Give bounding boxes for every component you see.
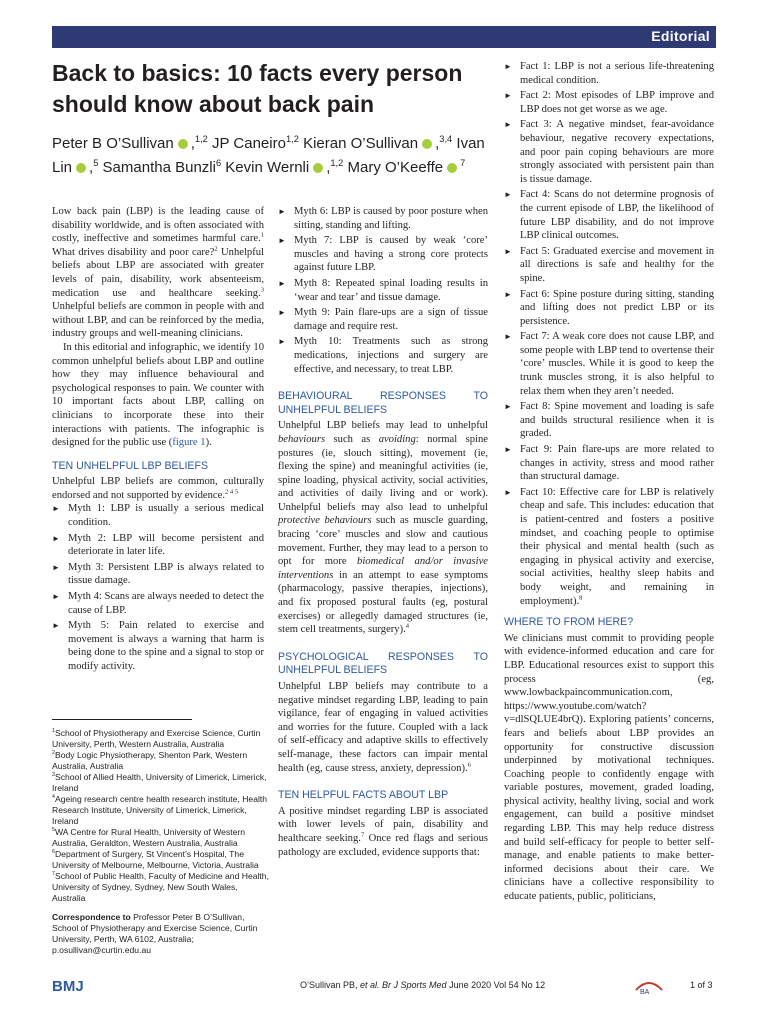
author: Kieran O’Sullivan ,$^{3,4}$ (303, 134, 453, 152)
svg-text:BA: BA (640, 989, 650, 996)
correspondence: Correspondence to Professor Peter B O’Sullivan, School of Physiotherapy and Exercise Science, Curtin University, Perth, WA 6102, Australia; p.osullivan@curtin.edu.au (52, 912, 258, 955)
author: Kevin Wernli ,$^{1,2}$ (225, 158, 344, 176)
list-item: ► Myth 1: LBP is usually a serious medical condition. (52, 502, 264, 529)
section-banner (52, 26, 716, 48)
article-title: Back to basics: 10 facts every person should know about back pain (52, 60, 463, 117)
list-item: ► Fact 10: Effective care for LBP is relatively cheap and safe. This includes: education that is patient-centred and fosters a positive mindset, and coaching people to optimise their physical and mental health (such as engaging in physical activity and exercise, social activities, healthy sleep habits and body weight, and remaining in employment).$^8$ (504, 486, 714, 608)
citation-footer: O’Sullivan PB, et al. Br J Sports Med June 2020 Vol 54 No 12 (300, 980, 546, 990)
beliefs-lead: Unhelpful LBP beliefs are common, culturally endorsed and not supported by evidence.$^{2 4 5}$ (52, 476, 264, 501)
orcid-icon[interactable] (313, 163, 323, 173)
list-item: ► Myth 10: Treatments such as strong medications, injections and surgery are effective, and necessary, to treat LBP. (278, 335, 488, 376)
list-item: ► Fact 6: Spine posture during sitting, standing and lifting does not predict LBP or its persistence. (504, 288, 714, 329)
orcid-icon[interactable] (447, 163, 457, 173)
author: Samantha Bunzli$^6$ (102, 158, 222, 176)
list-item: ► Myth 4: Scans are always needed to detect the cause of LBP. (52, 590, 264, 617)
author-list (52, 132, 496, 180)
list-item: ► Fact 1: LBP is not a serious life-threatening medical condition. (504, 60, 714, 87)
list-item: ► Myth 3: Persistent LBP is always related to tissue damage. (52, 561, 264, 588)
list-item: ► Fact 4: Scans do not determine prognosis of the current episode of LBP, the likelihood of future LBP disability, and do not improve LBP clinical outcomes. (504, 188, 714, 242)
author: Mary O’Keeffe $^7$ (347, 158, 466, 176)
list-item: ► Myth 2: LBP will become persistent and deteriorate in later life. (52, 532, 264, 559)
list-item: ► Fact 3: A negative mindset, fear-avoidance behaviour, negative recovery expectations, and poor pain coping behaviours are more strongly associated with persistent pain than is tissue damage. (504, 118, 714, 186)
section-heading-beliefs: TEN UNHELPFUL LBP BELIEFS (52, 459, 209, 472)
myth-list-continued (278, 205, 488, 376)
society-logo-icon (634, 976, 664, 996)
affiliation: $^2$Body Logic Physiotherapy, Shenton Park, Western Australia, Australia (52, 750, 248, 771)
list-item: ► Fact 8: Spine movement and loading is safe and builds structural resilience when it is graded. (504, 400, 714, 441)
page-number: 1 of 3 (690, 980, 713, 990)
intro-paragraph-2: In this editorial and infographic, we identify 10 common unhelpful beliefs about LBP and outline how they may influence behavioural and psychological responses to pain. We counter with 10 important facts about LBP, calling on clinicians to incorporate these into their interactions with patients. The infographic is designed for the public use (figure 1). (52, 341, 264, 449)
bmj-logo: BMJ (52, 978, 84, 995)
list-item: ► Myth 7: LBP is caused by weak ‘core’ muscles and having a strong core protects against future LBP. (278, 234, 488, 275)
list-item: ► Myth 9: Pain flare-ups are a sign of tissue damage and require rest. (278, 306, 488, 333)
orcid-icon[interactable] (422, 139, 432, 149)
affiliations (52, 728, 270, 956)
list-item: ► Fact 5: Graduated exercise and movement in all directions is safe and healthy for the spine. (504, 245, 714, 286)
psychological-paragraph: Unhelpful LBP beliefs may contribute to a negative mindset regarding LBP, leading to pain vigilance, fear of engaging in valued activities and worries for the future. Coupled with a lack of self-efficacy and adaptive skills to effectively self-manage, these factors can impair mental health (eg, cause stress, anxiety, depression).$^6$ (278, 681, 488, 774)
affiliation: $^7$School of Public Health, Faculty of Medicine and Health, University of Sydney, Sydney, New South Wales, Australia (52, 871, 269, 903)
section-heading-behavioural: BEHAVIOURAL RESPONSES TO UNHELPFUL BELIEFS (278, 390, 488, 416)
where-paragraph: We clinicians must commit to providing people with evidence-informed education and care for LBP. Educational resources exist to support this process (eg, www.lowbackpaincommunication.com, https://www.youtube.com/watch?v=dlSQLUE4brQ). Exploring patients’ concerns, fears and beliefs about LBP provides an opportunity for constructive discussion underpinned by motivational techniques. Coaching people to confidently engage with variable postures, movement, graded loading, physical activity, healthy living, social and work engagement, can build a positive mindset regarding LBP. This may help reduce distress and build self-efficacy for people to better self-manage, and enable patients to make better-informed decisions about their care. We clinicians have a collective responsibility to educate patients, public, politicians, (504, 632, 714, 903)
author: JP Caneiro$^{1,2}$ (212, 134, 299, 152)
affiliation: $^4$Ageing research centre health research institute, Health Research Institute, University of Limerick, Limerick, Ireland (52, 794, 268, 826)
column-2 (278, 205, 488, 859)
column-1 (52, 205, 264, 676)
author: Peter B O’Sullivan ,$^{1,2}$ (52, 134, 208, 152)
behavioural-paragraph: Unhelpful LBP beliefs may lead to unhelpful behaviours such as avoiding: normal spine postures (ie, slouch sitting), movement (ie, flexing the spine) and meaningful activities (ie, spine loading, physical activity, social activities, and activities of daily living and or work). Unhelpful beliefs may also lead to unhelpful protective behaviours such as muscle guarding, bracing ‘core’ muscles and slow and cautious movement. Further, they may lead to a person to opt for more biomedical and/or invasive interventions in an attempt to ease symptoms (pharmacology, passive therapies, injections), and fix proposed postural faults (eg, postural exercises) or allegedly damaged structures (ie, stem cell treatments, surgery).$^4$ (278, 420, 489, 636)
list-item: ► Myth 6: LBP is caused by poor posture when sitting, standing and lifting. (278, 205, 488, 232)
list-item: ► Myth 5: Pain related to exercise and movement is always a warning that harm is being done to the spine and a signal to stop or modify activity. (52, 619, 264, 673)
fact-list (504, 60, 714, 608)
orcid-icon[interactable] (76, 163, 86, 173)
affiliation: $^5$WA Centre for Rural Health, University of Western Australia, Geraldton, Western Australia, Australia (52, 827, 246, 848)
myth-list (52, 502, 264, 673)
orcid-icon[interactable] (178, 139, 188, 149)
author: Ivan Lin ,$^5$ (52, 135, 485, 176)
section-heading-psychological: PSYCHOLOGICAL RESPONSES TO UNHELPFUL BELIEFS (278, 650, 488, 677)
section-label: Editorial (651, 28, 710, 44)
facts-intro-paragraph: A positive mindset regarding LBP is associated with lower levels of pain, disability and healthcare seeking.$^7$ Once red flags and serious pathology are excluded, evidence supports that: (278, 805, 488, 858)
section-heading-where: WHERE TO FROM HERE? (504, 616, 634, 629)
section-heading-facts: TEN HELPFUL FACTS ABOUT LBP (278, 789, 449, 802)
list-item: ► Fact 9: Pain flare-ups are more related to changes in activity, stress and mood rather than structural damage. (504, 443, 714, 484)
list-item: ► Myth 8: Repeated spinal loading results in ‘wear and tear’ and tissue damage. (278, 277, 488, 304)
affiliation: $^3$School of Allied Health, University of Limerick, Limerick, Ireland (52, 772, 267, 793)
affiliation: $^1$School of Physiotherapy and Exercise Science, Curtin University, Perth, Western Australia, Australia (52, 728, 261, 749)
footnote-divider (52, 719, 192, 720)
affiliation: $^6$Department of Surgery, St Vincent’s Hospital, The University of Melbourne, Melbourne, Victoria, Australia (52, 849, 259, 870)
list-item: ► Fact 7: A weak core does not cause LBP, and some people with LBP tend to overtense their ‘core’ muscles. While it is good to keep the trunk muscles strong, it is also helpful to relax them when they aren’t needed. (504, 330, 714, 398)
intro-paragraph-1: Low back pain (LBP) is the leading cause of disability worldwide, and is often associated with costly, ineffective and sometimes harmful care.$^1$ What drives disability and poor care?$^2$ Unhelpful beliefs about LBP are associated with greater levels of pain, disability, work absenteeism, medication use and healthcare seeking.$^3$ Unhelpful beliefs are common in people with and without LBP, and can be reinforced by the media, industry groups and well-meaning clinicians. (52, 206, 264, 340)
column-3 (504, 60, 714, 904)
list-item: ► Fact 2: Most episodes of LBP improve and LBP does not get worse as we age. (504, 89, 714, 116)
figure-link[interactable]: figure 1 (172, 437, 206, 449)
